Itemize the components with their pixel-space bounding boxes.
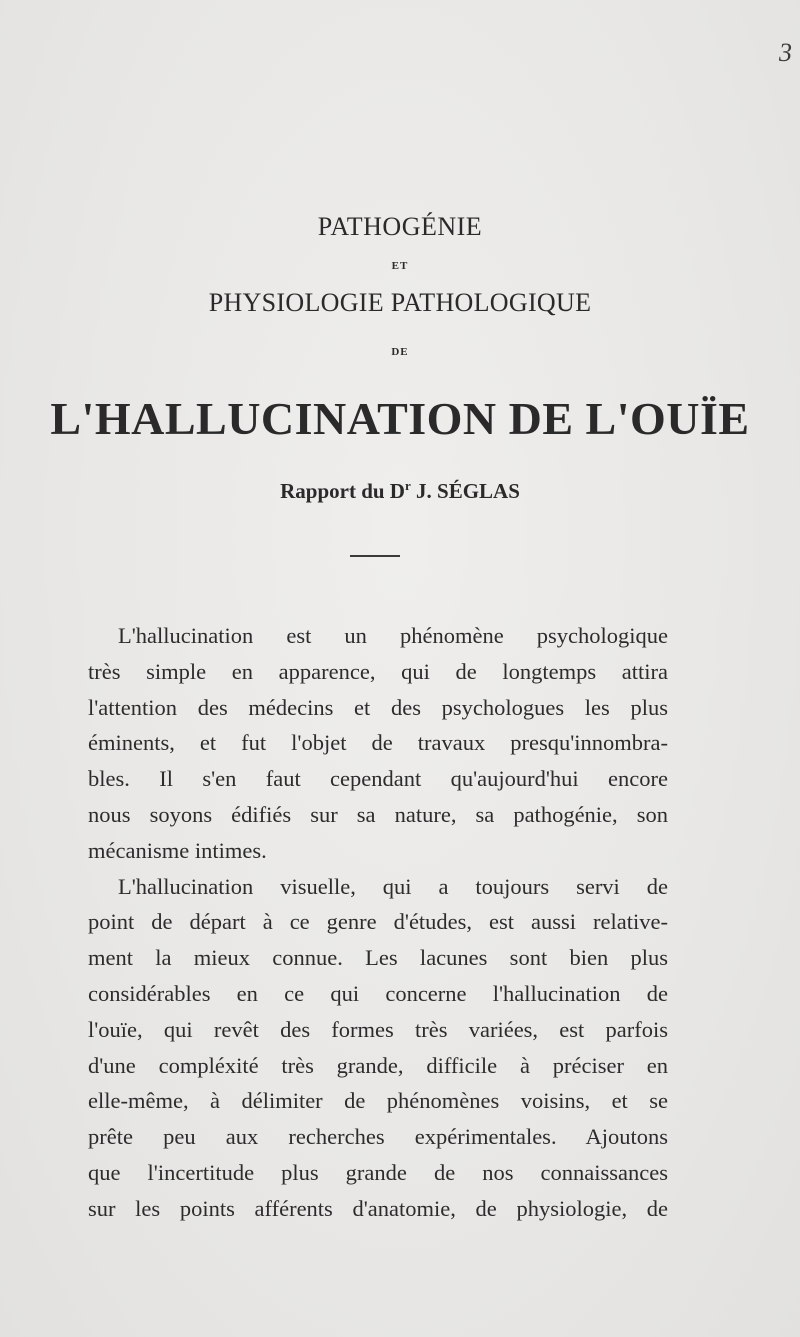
- paragraph-2: [88, 869, 668, 1227]
- title-line-1: PATHOGÉNIE: [317, 212, 483, 241]
- body-text: [88, 618, 668, 1227]
- text-line: éminents, et fut l'objet de travaux presqu'innombra-: [88, 730, 668, 756]
- text-line: L'hallucination visuelle, qui a toujours servi de: [118, 873, 668, 899]
- text-line: que l'incertitude plus grande de nos connaissances: [88, 1159, 668, 1185]
- text-line: L'hallucination est un phénomène psychologique: [118, 623, 668, 648]
- text-line: mécanisme intimes.: [88, 837, 267, 863]
- text-line: considérables en ce qui concerne l'hallucination de: [88, 980, 668, 1006]
- author-prefix: Rapport du D: [280, 479, 405, 503]
- text-line: d'une compléxité très grande, difficile à préciser en: [88, 1052, 668, 1078]
- paragraph-1: [88, 618, 668, 869]
- main-title: L'HALLUCINATION DE L'OUÏE: [50, 393, 750, 444]
- separator-rule: [350, 555, 400, 557]
- page-number: 3: [779, 38, 792, 67]
- text-line: sur les points afférents d'anatomie, de physiologie, de: [88, 1195, 668, 1221]
- text-line: l'attention des médecins et des psychologues les plus: [88, 694, 668, 720]
- author-line: [0, 478, 800, 504]
- author-name: J. SÉGLAS: [410, 479, 520, 503]
- text-line: l'ouïe, qui revêt des formes très variées, est parfois: [88, 1016, 668, 1042]
- author-sup: r: [404, 478, 411, 493]
- text-line: très simple en apparence, qui de longtemps attira: [88, 658, 668, 684]
- title-line-2: PHYSIOLOGIE PATHOLOGIQUE: [208, 288, 592, 317]
- connector-et: ET: [391, 260, 409, 272]
- connector-de: DE: [391, 346, 409, 358]
- text-line: point de départ à ce genre d'études, est aussi relative-: [88, 909, 668, 935]
- text-line: bles. Il s'en faut cependant qu'aujourd'hui encore: [88, 766, 668, 792]
- text-line: elle-même, à délimiter de phénomènes voisins, et se: [88, 1088, 668, 1114]
- text-line: nous soyons édifiés sur sa nature, sa pathogénie, son: [88, 801, 668, 827]
- text-line: prête peu aux recherches expérimentales. Ajoutons: [88, 1124, 668, 1150]
- text-line: ment la mieux connue. Les lacunes sont bien plus: [88, 945, 668, 971]
